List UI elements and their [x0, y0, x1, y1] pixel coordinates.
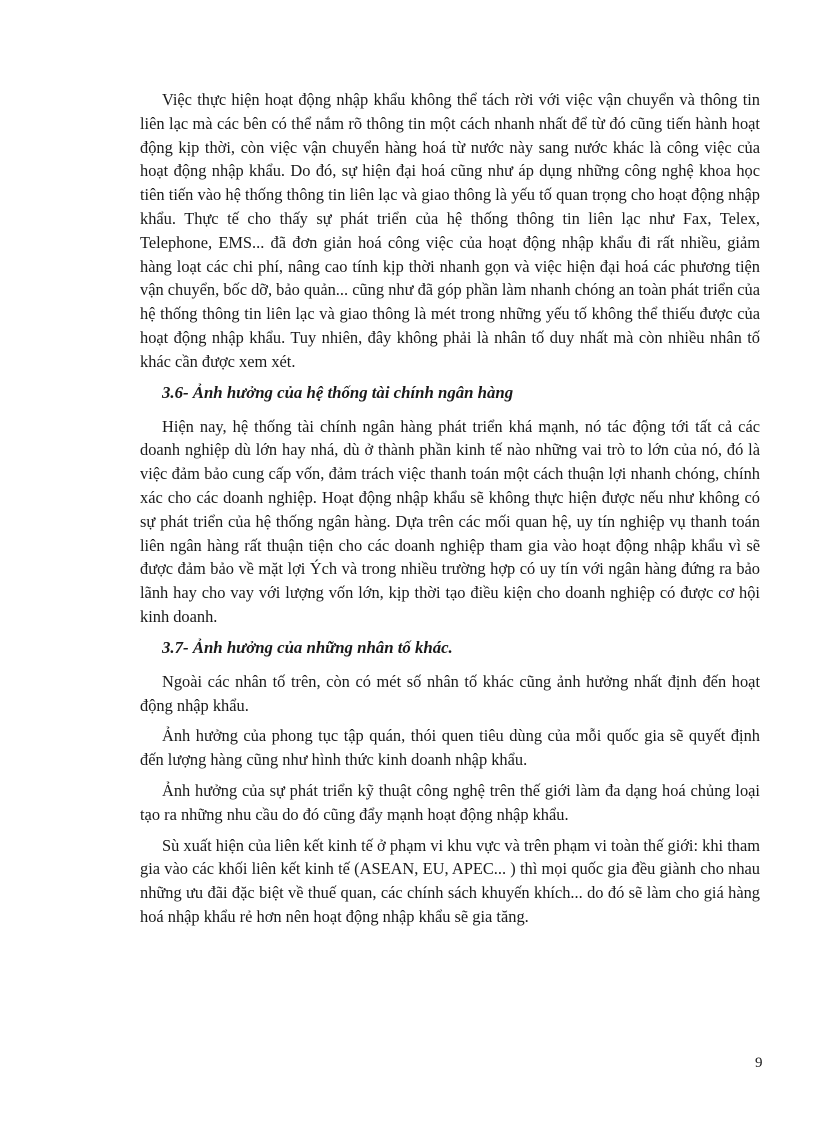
- section-heading-3-6: 3.6- Ảnh hưởng của hệ thống tài chính ngân hàng: [162, 382, 514, 402]
- page-number: 9: [755, 1055, 763, 1071]
- section-heading-3-7: 3.7- Ảnh hưởng của những nhân tố khác.: [162, 637, 453, 657]
- paragraph-customs-habits: Ảnh hưởng của phong tục tập quán, thói quen tiêu dùng của mỗi quốc gia sẽ quyết định đến lượng hàng cũng như hình thức kinh doanh nhập khẩu.: [140, 726, 760, 770]
- paragraph-banking-system: Hiện nay, hệ thống tài chính ngân hàng phát triển khá mạnh, nó tác động tới tất cả các doanh nghiệp dù lớn hay nhá, dù ở thành phần kinh tế nào những vai trò to lớn của nó, đó là việc đảm bảo cung cấp vốn, đảm trách việc thanh toán một cách thuận lợi nhanh chóng, chính xác cho các doanh nghiệp. Hoạt động nhập khẩu sẽ không thực hiện được nếu như không có sự phát triển của hệ thống ngân hàng. Dựa trên các mối quan hệ, uy tín nghiệp vụ thanh toán liên ngân hàng rất thuận tiện cho các doanh nghiệp tham gia vào hoạt động nhập khẩu vì sẽ được đảm bảo về mặt lợi Ých và trong nhiều trường hợp có uy tín với ngân hàng đứng ra bảo lãnh hay cho vay với lượng vốn lớn, kịp thời tạo điều kiện cho doanh nghiệp có được cơ hội kinh doanh.: [140, 416, 760, 626]
- paragraph-other-factors: Ngoài các nhân tố trên, còn có mét số nhân tố khác cũng ảnh hưởng nhất định đến hoạt động nhập khẩu.: [140, 671, 760, 715]
- paragraph-transport-communication: Việc thực hiện hoạt động nhập khẩu không thể tách rời với việc vận chuyển và thông tin liên lạc mà các bên có thể nắm rõ thông tin một cách nhanh nhất để từ đó cũng tiến hành hoạt động kịp thời, còn việc vận chuyển hàng hoá từ nước này sang nước khác là công việc của hoạt động nhập khẩu. Do đó, sự hiện đại hoá cũng như áp dụng những công nghệ khoa học tiên tiến vào hệ thống thông tin liên lạc và giao thông là yếu tố quan trọng cho hoạt động nhập khẩu. Thực tế cho thấy sự phát triển của hệ thống thông tin liên lạc như Fax, Telex, Telephone, EMS... đã đơn giản hoá công việc của hoạt động nhập khẩu đi rất nhiều, giảm hàng loạt các chi phí, nâng cao tính kịp thời nhanh gọn và việc hiện đại hoá các phương tiện vận chuyển, bốc dỡ, bảo quản... cũng như đã góp phần làm nhanh chóng an toàn phát triển của hệ thống thông tin liên lạc và giao thông là mét trong những yếu tố không thể thiếu được của hoạt động nhập khẩu. Tuy nhiên, đây không phải là nhân tố duy nhất mà còn nhiều nhân tố khác cần được xem xét.: [140, 90, 760, 371]
- paragraph-technology: Ảnh hưởng của sự phát triển kỹ thuật công nghệ trên thế giới làm đa dạng hoá chủng loại tạo ra những nhu cầu do đó cũng đẩy mạnh hoạt động nhập khẩu.: [140, 780, 760, 824]
- paragraph-economic-integration: Sù xuất hiện của liên kết kinh tế ở phạm vi khu vực và trên phạm vi toàn thế giới: khi tham gia vào các khối liên kết kinh tế (ASEAN, EU, APEC... ) thì mọi quốc gia đều giành cho nhau những ưu đãi đặc biệt về thuế quan, các chính sách khuyến khích... do đó sẽ làm cho giá hàng hoá nhập khẩu rẻ hơn nên hoạt động nhập khẩu sẽ gia tăng.: [140, 835, 760, 926]
- document-page: [140, 88, 760, 929]
